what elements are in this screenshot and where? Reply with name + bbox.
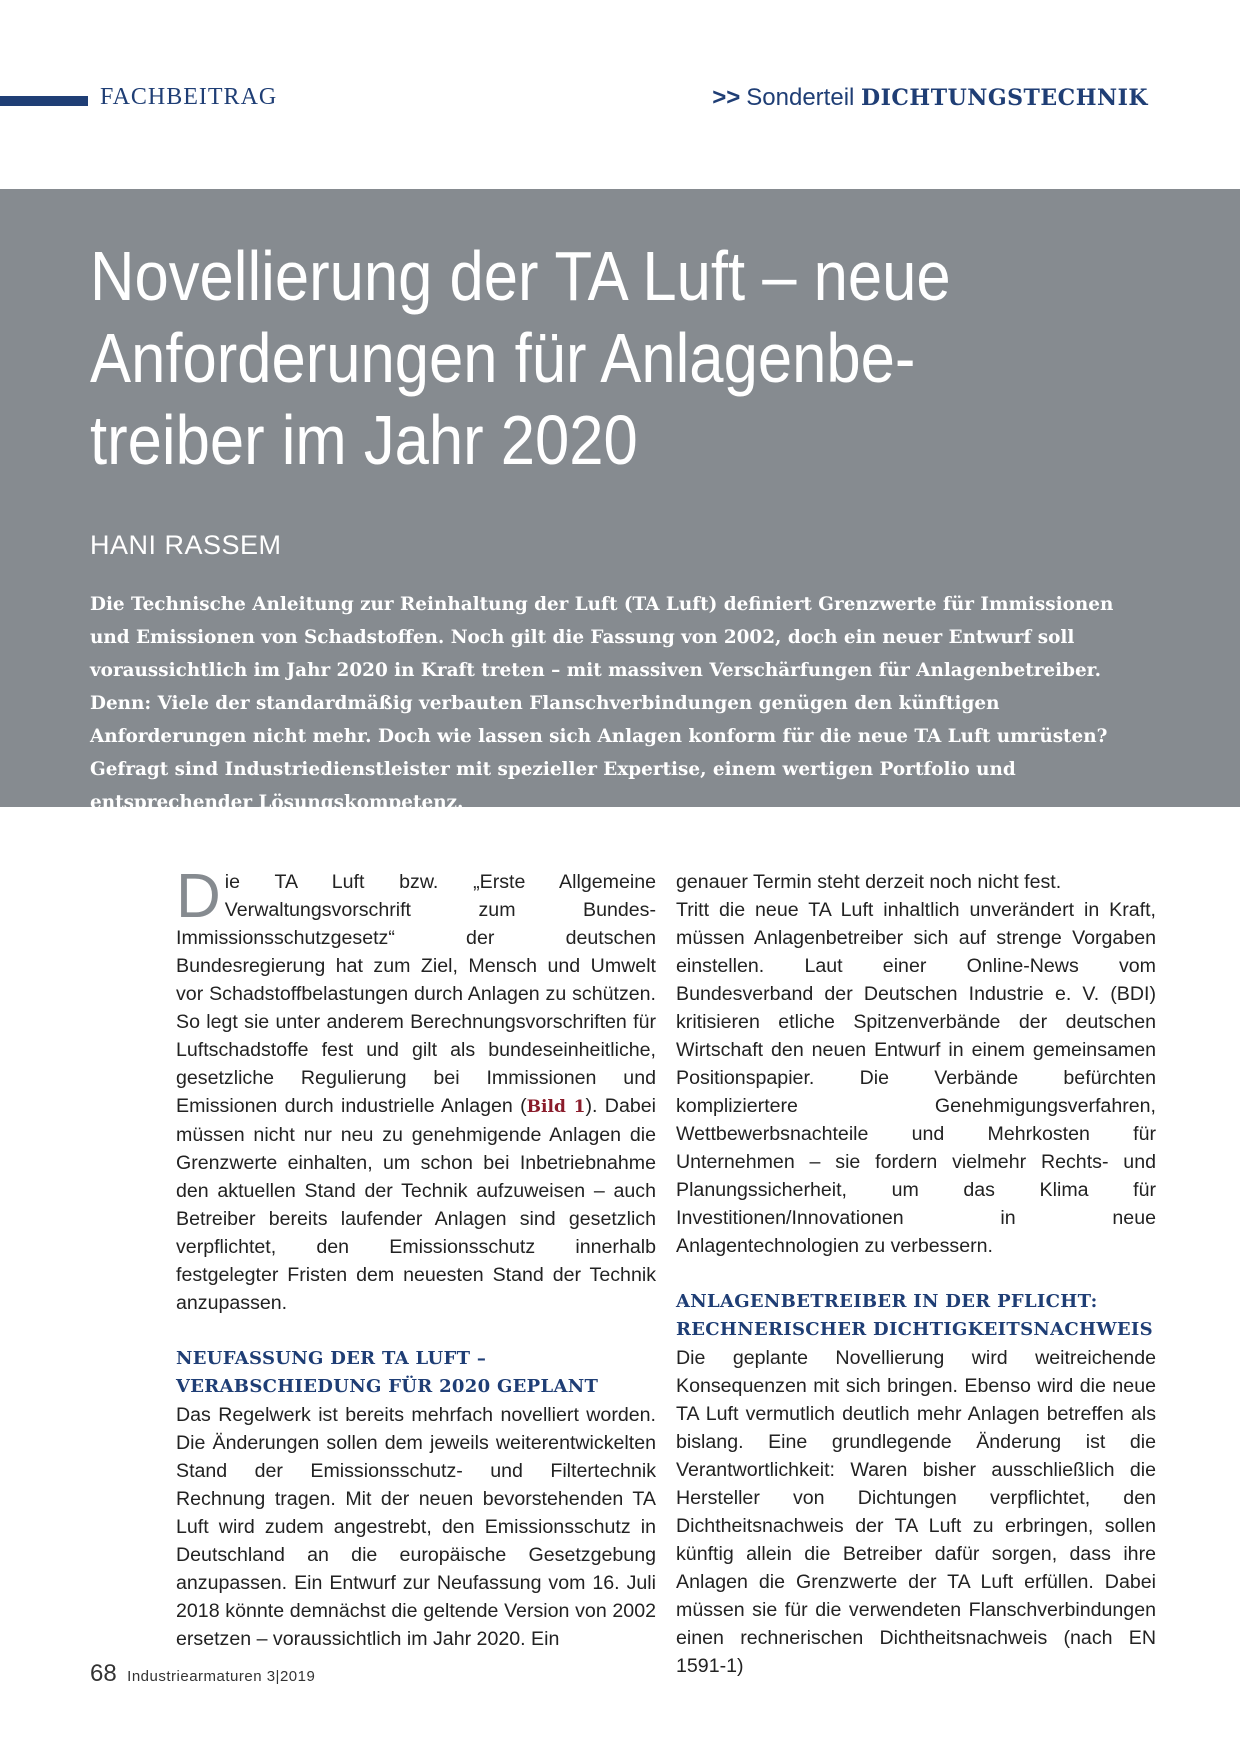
special-section-label: [712, 84, 1148, 112]
paragraph-novellierung: Die geplante Novellierung wird weitreichende Konsequenzen mit sich bringen. Ebenso wird die neue TA Luft vermutlich deutlich mehr Anlagen betreffen als bislang. Eine grundlegende Änderung ist die Verantwortlichkeit: Waren bisher ausschließlich die Hersteller von Dichtungen verpflichtet, den Dichtheitsnachweis der TA Luft zu erbringen, sollen künftig allein die Betreiber dafür sorgen, dass ihre Anlagen die Grenzwerte der TA Luft erfüllen. Dabei müssen sie für die verwendeten Flanschverbindungen einen rechnerischen Dichtheitsnachweis (nach EN 1591-1): [676, 1347, 1156, 1677]
intro-text-2: ). Dabei müssen nicht nur neu zu genehmigende Anlagen die Grenzwerte einhalten, um schon bei Inbetriebnahme den aktuellen Stand der Technik aufzuweisen – auch Betreiber bereits laufender Anlagen sind gesetzlich verpflichtet, den Emissionsschutz innerhalb festgelegter Fristen dem neuesten Stand der Technik anzupassen.: [176, 1095, 657, 1314]
section-heading-pflicht: ANLAGENBETREIBER IN DER PFLICHT: RECHNERISCHER DICHTIGKEITSNACHWEIS: [676, 1291, 1153, 1340]
section-accent-bar: [0, 96, 88, 106]
section-heading-neufassung: NEUFASSUNG DER TA LUFT – VERABSCHIEDUNG FÜR 2020 GEPLANT: [176, 1348, 599, 1397]
text-column-left: [176, 862, 657, 1653]
page-number: 68: [90, 1660, 117, 1687]
intro-text-1: ie TA Luft bzw. „Erste Allgemeine Verwaltungsvorschrift zum Bundes-Immissionsschutzgesetz“ der deutschen Bundesregierung hat zum Ziel, Mensch und Umwelt vor Schadstoffbelastungen durch Anlagen zu schützen. So legt sie unter anderem Berechnungsvorschriften für Luftschadstoffe fest und gilt als bundeseinheitliche, gesetzliche Regulierung bei Immissionen und Emissionen durch industrielle Anlagen (: [176, 871, 656, 1117]
special-prefix: Sonderteil: [746, 84, 855, 111]
article-lead: Die Technische Anleitung zur Reinhaltung der Luft (TA Luft) definiert Grenzwerte für Immissionen und Emissionen von Schadstoffen. Noch gilt die Fassung von 2002, doch ein neuer Entwurf soll voraussichtlich im Jahr 2020 in Kraft treten – mit massiven Verschärfungen für Anlagenbetreiber. Denn: Viele der standardmäßig verbauten Flanschverbindungen genügen den künftigen Anforderungen nicht mehr. Doch wie lassen sich Anlagen konform für die neue TA Luft umrüsten? Gefragt sind Industriedienstleister mit spezieller Expertise, einem wertigen Portfolio und entsprechender Lösungskompetenz.: [90, 594, 1114, 813]
section-label: FACHBEITRAG: [100, 84, 278, 110]
magazine-issue: Industriearmaturen 3|2019: [127, 1668, 316, 1685]
intro-paragraph: [176, 862, 657, 1317]
article-title: Novellierung der TA Luft – neue Anforderungen für Anlagenbe- treiber im Jahr 2020: [90, 237, 951, 479]
page-footer: [90, 1660, 315, 1688]
special-topic: DICHTUNGSTECHNIK: [861, 85, 1148, 111]
drop-cap: D: [176, 862, 221, 931]
figure-reference-link[interactable]: Bild 1: [526, 1097, 586, 1117]
paragraph-bdi: Tritt die neue TA Luft inhaltlich unverändert in Kraft, müssen Anlagenbetreiber sich auf strenge Vorgaben einstellen. Laut einer Online-News vom Bundesverband der Deutschen Industrie e. V. (BDI) kritisieren etliche Spitzenverbände der deutschen Wirtschaft den neuen Entwurf in einem gemeinsamen Positionspapier. Die Verbände befürchten kompliziertere Genehmigungsverfahren, Wettbewerbsnachteile und Mehrkosten für Unternehmen – sie fordern vielmehr Rechts- und Planungssicherheit, um das Klima für Investitionen/Innovationen in neue Anlagentechnologien zu verbessern.: [676, 899, 1156, 1257]
paragraph-regelwerk: Das Regelwerk ist bereits mehrfach novelliert worden. Die Änderungen sollen dem jeweils weiterentwickelten Stand der Emissionsschutz- und Filtertechnik Rechnung tragen. Mit der neuen bevorstehenden TA Luft wird zudem angestrebt, den Emissionsschutz in Deutschland an die europäische Gesetzgebung anzupassen. Ein Entwurf zur Neufassung vom 16. Juli 2018 könnte demnächst die geltende Version von 2002 ersetzen – voraussichtlich im Jahr 2020. Ein: [176, 1404, 656, 1650]
article-author: HANI RASSEM: [90, 530, 282, 560]
paragraph-termin: genauer Termin steht derzeit noch nicht fest.: [676, 871, 1062, 893]
double-chevron-icon: >>: [712, 84, 741, 111]
text-column-right: [676, 868, 1156, 1680]
